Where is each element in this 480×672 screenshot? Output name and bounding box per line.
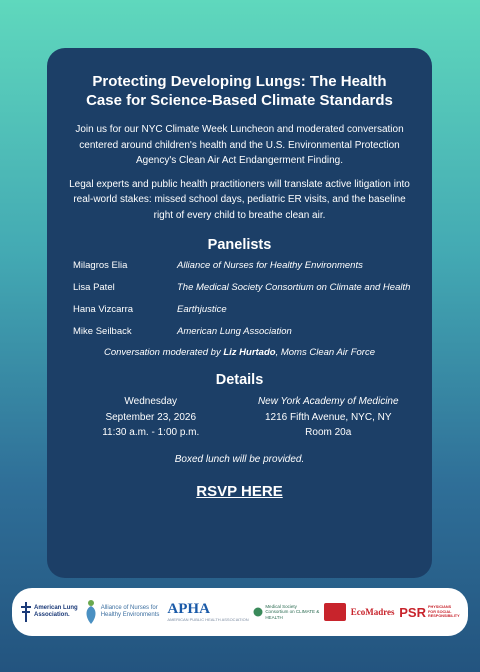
climate-health-logo-text: Medical Society Consortium on CLIMATE & HEALTH: [265, 603, 320, 620]
venue-room: Room 20a: [305, 427, 352, 438]
psr-logo: [399, 605, 460, 619]
psr-logo-text: PSR: [399, 604, 426, 620]
panelist-row: [67, 325, 412, 338]
venue-name: New York Academy of Medicine: [257, 396, 399, 407]
event-date: September 23, 2026: [105, 411, 197, 423]
lung-cross-icon: [20, 602, 32, 622]
details-heading: Details: [215, 372, 264, 388]
globe-icon: [253, 607, 263, 617]
panelist-org: The Medical Society Consortium on Climate and Health: [177, 282, 411, 293]
rsvp-link[interactable]: RSVP HERE: [196, 482, 283, 500]
ecomadres-logo-text: EcoMadres: [350, 606, 395, 617]
apha-logo-subtext: AMERICAN PUBLIC HEALTH ASSOCIATION: [167, 617, 249, 622]
panelist-name: Lisa Patel: [73, 282, 115, 293]
apha-logo-text: APHA: [167, 601, 210, 617]
event-day: Wednesday: [124, 396, 178, 407]
event-title: Protecting Developing Lungs: The Health Case for Science-Based Climate Standards: [86, 73, 393, 109]
panelist-row: [67, 303, 412, 316]
figure-leaf-icon: [83, 599, 99, 625]
venue-address: 1216 Fifth Avenue, NYC, NY: [264, 411, 392, 423]
red-square-logo: [324, 603, 346, 621]
moderator-prefix: Conversation moderated by: [103, 347, 224, 358]
details-block: [67, 394, 412, 441]
event-time: 11:30 a.m. - 1:00 p.m.: [102, 427, 200, 438]
panelists-heading: Panelists: [207, 237, 272, 253]
moderator-line: [67, 347, 412, 358]
event-description: Legal experts and public health practitioners will translate active litigation into real-world stakes: missed school days, pediatric ER visits, and the baseline right of every child to breathe clean air.: [69, 178, 410, 221]
psr-logo-subtext: PHYSICIANS FOR SOCIAL RESPONSIBILITY: [427, 605, 460, 619]
anhe-logo: [83, 599, 163, 625]
apha-logo: [167, 602, 248, 622]
lunch-note: Boxed lunch will be provided.: [174, 453, 305, 465]
panelist-org: Alliance of Nurses for Healthy Environments: [177, 260, 363, 271]
moderator-org: , Moms Clean Air Force: [275, 347, 375, 358]
event-intro: Join us for our NYC Climate Week Luncheon and moderated conversation centered around children's health and the U.S. Environmental Protection Agency's Clean Air Act Endangerment Finding.: [75, 124, 404, 166]
event-card: [47, 48, 432, 578]
panelist-name: Hana Vizcarra: [73, 304, 134, 315]
ecomadres-logo: [350, 606, 395, 617]
panelist-list: [67, 259, 412, 338]
datetime-column: [67, 394, 245, 441]
red-square-icon: [324, 603, 346, 621]
ala-logo-text: American Lung Association.: [34, 605, 78, 618]
anhe-logo-text: Alliance of Nurses for Healthy Environments: [100, 605, 160, 618]
panelist-org: Earthjustice: [177, 304, 227, 315]
climate-health-logo: [253, 604, 319, 621]
panelist-name: Mike Seilback: [73, 326, 132, 337]
ala-logo: [20, 602, 78, 622]
moderator-name: Liz Hurtado: [223, 347, 276, 358]
sponsor-logo-bar: [12, 588, 468, 636]
panelist-org: American Lung Association: [177, 326, 292, 337]
panelist-name: Milagros Elia: [73, 260, 128, 271]
panelist-row: [67, 281, 412, 294]
location-column: [245, 394, 413, 441]
panelist-row: [67, 259, 412, 272]
